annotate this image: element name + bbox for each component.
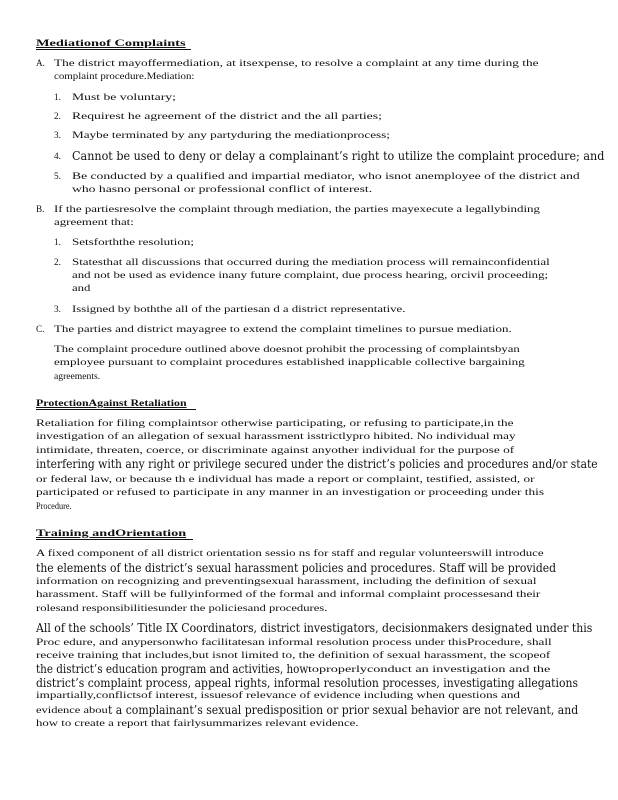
- paragraph-line: district’s complaint process, appeal rights, informal resolution processes, investigating allegations: [36, 676, 578, 690]
- section-c-label: C.: [36, 324, 45, 334]
- paragraph-line: The complaint procedure outlined above doesnot prohibit the processing of complaintsbyan: [54, 344, 520, 354]
- paragraph-line: All of the schools’ Title IX Coordinators, district investigators, decisionmakers designated under this: [36, 621, 593, 635]
- list-item-number: 3.: [54, 130, 61, 140]
- paragraph-line: agreements.: [54, 371, 101, 381]
- list-item-text: Be conducted by a qualified and impartial mediator, who isnot anemployee of the district and: [72, 171, 580, 181]
- paragraph-line: the elements of the district’s sexual harassment policies and procedures. Staff will be provided: [36, 561, 556, 575]
- paragraph-line: rolesand responsibilitiesunder the policiesand procedures.: [36, 603, 328, 613]
- section-a-line: complaint procedure.Mediation:: [54, 71, 195, 81]
- list-item-number: 5.: [54, 171, 61, 181]
- paragraph-line: investigation of an allegation of sexual harassment isstrictlypro hibited. No individual may: [36, 431, 516, 441]
- list-item-text: Maybe terminated by any partyduring the mediationprocess;: [72, 130, 390, 140]
- paragraph-line: impartially,conflictsof interest, issuesof relevance of evidence including when questions and: [36, 690, 520, 700]
- paragraph-line: or federal law, or because th e individual has made a report or complaint, testified, assisted, or: [36, 474, 535, 484]
- paragraph-line: Proc edure, and anypersonwho facilitatesan informal resolution process under thisProcedure, shall: [36, 637, 552, 647]
- paragraph-line: interfering with any right or privilege secured under the district’s policies and procedures and/or state: [36, 457, 598, 471]
- list-item-text: who hasno personal or professional conflict of interest.: [72, 184, 373, 194]
- paragraph-line: employee pursuant to complaint procedures established inapplicable collective bargaining: [54, 357, 525, 367]
- list-item-text: Requirest he agreement of the district and the all parties;: [72, 111, 382, 121]
- mediation-heading: Mediationof Complaints: [36, 38, 186, 48]
- paragraph-line: intimidate, threaten, coerce, or discriminate against anyother individual for the purpose of: [36, 445, 515, 455]
- retaliation-heading: ProtectionAgainst Retaliation: [36, 398, 187, 408]
- section-b-line: agreement that:: [54, 217, 134, 227]
- section-b-label: B.: [36, 204, 45, 214]
- paragraph-line: the district’s education program and activities, how: [36, 662, 309, 676]
- list-item-number: 2.: [54, 257, 61, 267]
- list-item-number: 1.: [54, 92, 61, 102]
- list-item-text: Setsforththe resolution;: [72, 237, 194, 247]
- paragraph-line: A fixed component of all district orientation sessio ns for staff and regular volunteerswill introduce: [36, 548, 544, 558]
- list-item-text: and not be used as evidence inany future complaint, due process hearing, orcivil proceeding;: [72, 270, 549, 280]
- list-item-text: Statesthat all discussions that occurred during the mediation process will remainconfidential: [72, 257, 550, 267]
- heading-underline: [36, 409, 196, 410]
- list-item-number: 4.: [54, 151, 61, 161]
- section-a-label: A.: [36, 58, 45, 68]
- training-heading: Training andOrientation: [36, 528, 187, 538]
- paragraph-line: Procedure.: [36, 501, 72, 511]
- list-item-text: Cannot be used to deny or delay a complainant’s right to utilize the complaint procedure; and: [72, 149, 605, 163]
- section-b-line: If the partiesresolve the complaint through mediation, the parties mayexecute a legallybinding: [54, 204, 540, 214]
- list-item-text: Must be voluntary;: [72, 92, 176, 102]
- paragraph-line: how to create a report that fairlysummarizes relevant evidence.: [36, 718, 359, 728]
- list-item-text: and: [72, 283, 91, 293]
- paragraph-line: participated or refused to participate in any manner in an investigation or proceeding under this: [36, 487, 545, 497]
- paragraph-line: evidence abou: [36, 705, 108, 715]
- list-item-number: 1.: [54, 237, 61, 247]
- heading-underline: [36, 49, 191, 50]
- section-c-line: The parties and district mayagree to extend the complaint timelines to pursue mediation.: [54, 324, 512, 334]
- paragraph-line: receive training that includes,but isnot limited to, the definition of sexual harassment, the scopeof: [36, 650, 551, 660]
- paragraph-line: information on recognizing and preventingsexual harassment, including the definition of sexual: [36, 576, 537, 586]
- list-item-number: 2.: [54, 111, 61, 121]
- paragraph-line: t a complainant’s sexual predisposition or prior sexual behavior are not relevant, and: [108, 703, 579, 717]
- section-a-line: The district mayoffermediation, at itsexpense, to resolve a complaint at any time during the: [54, 58, 539, 68]
- list-item-text: Issigned by boththe all of the partiesan d a district representative.: [72, 304, 406, 314]
- paragraph-line: harassment. Staff will be fullyinformed of the formal and informal complaint processesand their: [36, 589, 541, 599]
- heading-underline: [36, 539, 193, 540]
- paragraph-line: toproperlyconduct an investigation and the: [308, 664, 551, 674]
- paragraph-line: Retaliation for filing complaintsor otherwise participating, or refusing to participate,in the: [36, 418, 514, 428]
- list-item-number: 3.: [54, 304, 61, 314]
